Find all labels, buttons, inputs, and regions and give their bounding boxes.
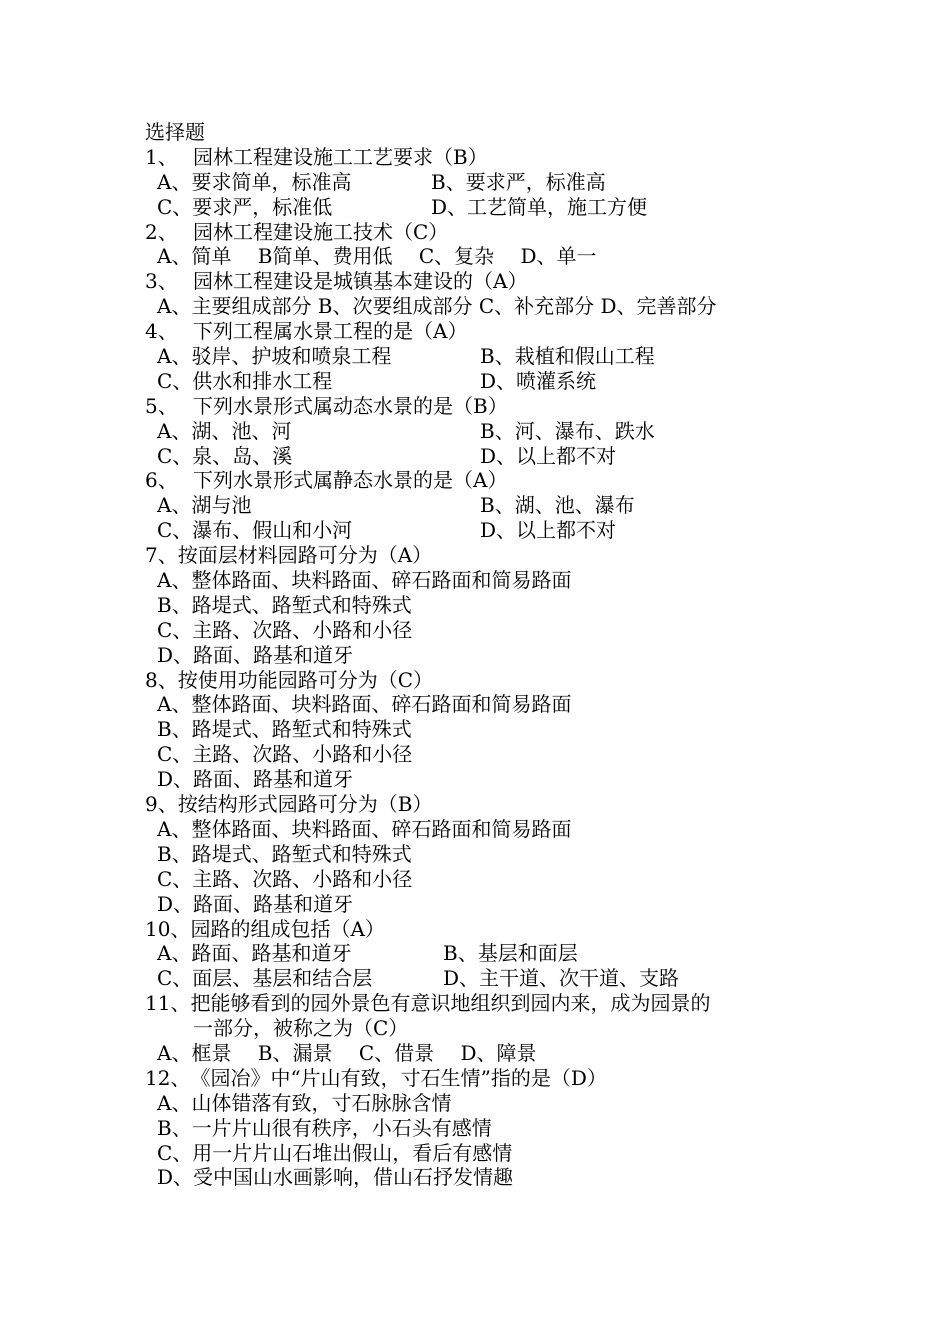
option-d: D、路面、路基和道牙 bbox=[157, 642, 354, 667]
question-text: 把能够看到的园外景色有意识地组织到园内来，成为园景的 bbox=[190, 991, 711, 1016]
question-text: 下列工程属水景工程的是（A） bbox=[193, 319, 468, 344]
question-text: 按面层材料园路可分为（A） bbox=[177, 543, 433, 568]
question-4 bbox=[145, 319, 825, 344]
question-7 bbox=[145, 543, 825, 568]
option-a: A、整体路面、块料路面、碎石路面和简易路面 bbox=[157, 816, 572, 841]
question-text: 园林工程建设施工技术（C） bbox=[193, 219, 449, 244]
question-number: 2、 bbox=[145, 219, 178, 244]
option-a: A、整体路面、块料路面、碎石路面和简易路面 bbox=[157, 568, 572, 593]
question-number: 9、 bbox=[145, 792, 178, 817]
question-number: 10、 bbox=[145, 916, 191, 941]
option-a: A、驳岸、护坡和喷泉工程 bbox=[157, 344, 392, 369]
options-inline: A、简单 B简单、费用低 C、复杂 D、单一 bbox=[157, 244, 597, 269]
option-row bbox=[145, 419, 825, 444]
question-text: 园林工程建设是城镇基本建设的（A） bbox=[193, 269, 528, 294]
question-5 bbox=[145, 394, 825, 419]
option-c: C、主路、次路、小路和小径 bbox=[157, 866, 413, 891]
document-page bbox=[145, 120, 825, 1190]
option-d: D、主干道、次干道、支路 bbox=[443, 966, 680, 991]
option-row bbox=[145, 493, 825, 518]
option-row bbox=[145, 344, 825, 369]
question-text: 下列水景形式属静态水景的是（A） bbox=[193, 468, 508, 493]
option-row bbox=[145, 294, 825, 319]
question-3 bbox=[145, 269, 825, 294]
option-row bbox=[145, 244, 825, 269]
option-row bbox=[145, 966, 825, 991]
question-number: 6、 bbox=[145, 468, 178, 493]
question-number: 3、 bbox=[145, 269, 178, 294]
option-b: B、湖、池、瀑布 bbox=[480, 493, 635, 518]
question-number: 5、 bbox=[145, 393, 178, 418]
option-d: D、喷灌系统 bbox=[480, 368, 597, 393]
option-row bbox=[145, 518, 825, 543]
option-a: A、湖、池、河 bbox=[157, 418, 292, 443]
question-9 bbox=[145, 792, 825, 817]
option-c: C、供水和排水工程 bbox=[157, 368, 333, 393]
option-row bbox=[145, 170, 825, 195]
question-10 bbox=[145, 917, 825, 942]
option-row bbox=[145, 1041, 825, 1066]
question-6 bbox=[145, 468, 825, 493]
question-number: 1、 bbox=[145, 144, 178, 169]
option-c: C、主路、次路、小路和小径 bbox=[157, 742, 413, 767]
option-c: C、用一片片山石堆出假山，看后有感情 bbox=[157, 1140, 513, 1165]
question-text: 园林工程建设施工工艺要求（B） bbox=[193, 144, 488, 169]
option-b: B、要求严，标准高 bbox=[431, 169, 606, 194]
question-number: 12、 bbox=[145, 1065, 191, 1090]
option-b: B、路堤式、路堑式和特殊式 bbox=[157, 717, 412, 742]
option-d: D、以上都不对 bbox=[480, 518, 617, 543]
option-b: B、河、瀑布、跌水 bbox=[480, 418, 655, 443]
option-a: A、山体错落有致，寸石脉脉含情 bbox=[157, 1090, 452, 1115]
option-c: C、面层、基层和结合层 bbox=[157, 966, 373, 991]
question-number: 11、 bbox=[145, 991, 191, 1016]
option-c: C、要求严，标准低 bbox=[157, 194, 333, 219]
question-text: 下列水景形式属动态水景的是（B） bbox=[193, 393, 508, 418]
option-a: A、路面、路基和道牙 bbox=[157, 941, 352, 966]
option-b: B、栽植和假山工程 bbox=[480, 344, 655, 369]
option-a: A、要求简单，标准高 bbox=[157, 169, 352, 194]
question-number: 7、 bbox=[145, 543, 178, 568]
option-row bbox=[145, 941, 825, 966]
option-row bbox=[145, 195, 825, 220]
question-number: 4、 bbox=[145, 319, 178, 344]
question-text: 《园冶》中“片山有致，寸石生情”指的是（D） bbox=[190, 1065, 607, 1090]
option-c: C、泉、岛、溪 bbox=[157, 443, 293, 468]
question-12 bbox=[145, 1066, 825, 1091]
question-1 bbox=[145, 145, 825, 170]
option-a: A、湖与池 bbox=[157, 493, 252, 518]
section-title: 选择题 bbox=[145, 120, 205, 144]
option-d: D、以上都不对 bbox=[480, 443, 617, 468]
question-number: 8、 bbox=[145, 667, 178, 692]
options-inline: A、框景 B、漏景 C、借景 D、障景 bbox=[157, 1040, 537, 1065]
question-text-continued: 一部分，被称之为（C） bbox=[193, 1016, 409, 1041]
option-d: D、工艺简单，施工方便 bbox=[431, 194, 648, 219]
question-text: 园路的组成包括（A） bbox=[190, 916, 385, 941]
option-b: B、路堤式、路堑式和特殊式 bbox=[157, 841, 412, 866]
option-b: B、基层和面层 bbox=[443, 941, 578, 966]
option-c: C、瀑布、假山和小河 bbox=[157, 518, 353, 543]
question-2 bbox=[145, 220, 825, 245]
question-text: 按结构形式园路可分为（B） bbox=[177, 792, 433, 817]
option-a: A、整体路面、块料路面、碎石路面和简易路面 bbox=[157, 692, 572, 717]
option-b: B、一片片山很有秩序，小石头有感情 bbox=[157, 1115, 492, 1140]
question-8 bbox=[145, 668, 825, 693]
option-b: B、路堤式、路堑式和特殊式 bbox=[157, 592, 412, 617]
option-d: D、路面、路基和道牙 bbox=[157, 891, 354, 916]
option-c: C、主路、次路、小路和小径 bbox=[157, 617, 413, 642]
options-inline: A、主要组成部分 B、次要组成部分 C、补充部分 D、完善部分 bbox=[157, 294, 717, 319]
option-row bbox=[145, 444, 825, 469]
question-text: 按使用功能园路可分为（C） bbox=[177, 667, 434, 692]
option-row bbox=[145, 369, 825, 394]
option-d: D、受中国山水画影响，借山石抒发情趣 bbox=[157, 1165, 514, 1190]
question-11 bbox=[145, 991, 825, 1016]
option-d: D、路面、路基和道牙 bbox=[157, 767, 354, 792]
